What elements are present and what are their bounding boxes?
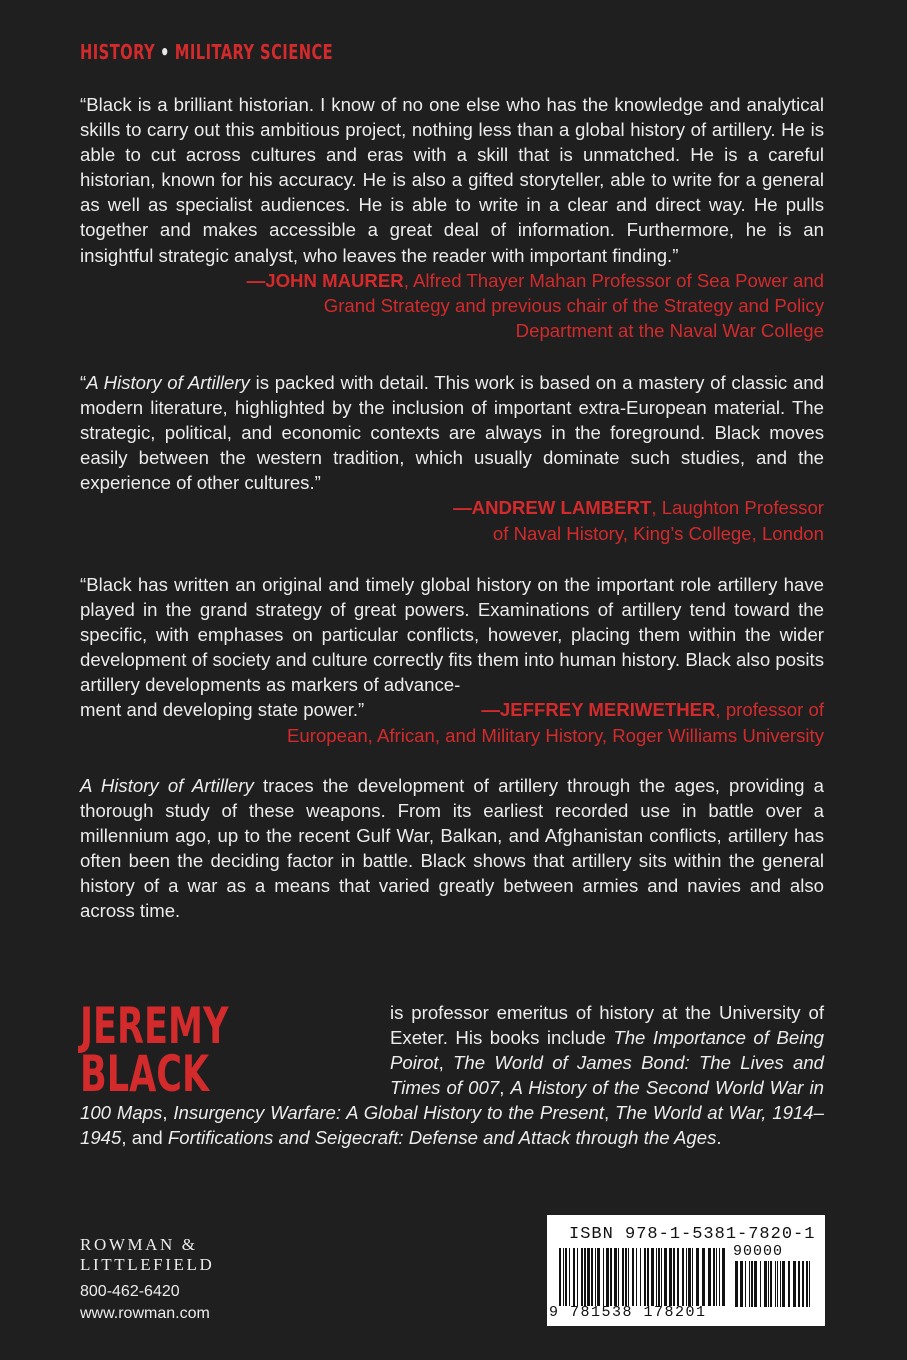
- barcode-bar: [587, 1248, 590, 1306]
- quote-maurer: [80, 92, 824, 343]
- barcode-bar: [719, 1248, 720, 1306]
- quote-meriwether: [80, 572, 824, 748]
- barcode-bar: [673, 1248, 675, 1306]
- quote-author: —JOHN MAURER: [246, 269, 404, 291]
- barcode-bar: [764, 1261, 767, 1307]
- quote-attribution: [481, 697, 824, 722]
- barcode-bar: [713, 1248, 715, 1306]
- barcode-bar: [740, 1261, 743, 1307]
- barcode-bar: [597, 1248, 600, 1306]
- barcode-bar: [754, 1261, 757, 1307]
- barcode-bar: [768, 1261, 769, 1307]
- quote-attribution: [80, 495, 824, 545]
- barcode-bar: [798, 1261, 800, 1307]
- barcode-bar: [716, 1248, 717, 1306]
- barcode-bar: [702, 1248, 705, 1306]
- barcode-bar: [618, 1248, 619, 1306]
- barcode-bar: [640, 1248, 641, 1306]
- barcode-bar: [775, 1261, 776, 1307]
- barcode-bar: [595, 1248, 596, 1306]
- barcode-bars-addon: [735, 1261, 815, 1307]
- barcode-bar: [628, 1248, 629, 1306]
- book-description: [80, 773, 824, 924]
- barcode-bar: [696, 1248, 699, 1306]
- quote-open-mark: “: [80, 372, 87, 393]
- publisher-block: [80, 1235, 214, 1325]
- price-code: 90000: [733, 1243, 784, 1260]
- barcode-bar: [614, 1248, 617, 1306]
- author-name: JEREMY BLACK: [80, 997, 229, 1103]
- category-label: [80, 40, 333, 64]
- barcode-bar: [749, 1261, 750, 1307]
- barcode-bar: [708, 1248, 711, 1306]
- book-title: The World of James Bond: The Lives and Times of 007: [390, 1052, 824, 1099]
- barcode-bar: [735, 1261, 738, 1307]
- barcode-bar: [577, 1248, 578, 1306]
- barcode-bar: [809, 1261, 810, 1307]
- barcode-bar: [780, 1261, 781, 1307]
- quote-affiliation: , professor of: [715, 699, 824, 721]
- barcode-bar: [647, 1248, 649, 1306]
- quote-author: —ANDREW LAMBERT: [453, 497, 652, 519]
- book-title: Insurgency Warfare: A Global History to the Present: [173, 1102, 605, 1124]
- author-bio: JEREMY BLACK is professor emeritus of history at the University of Exeter. His books include The Importance of Being Poirot, The World of James Bond: The Lives and Times of 007, A History of the Second World War in 100 Maps, Insurgency Warfare: A Global History to the Present, The World at War, 1914–1945, and Fortifications and Seigecraft: Defense and Attack through the Ages.: [80, 997, 825, 1149]
- barcode-bar: [745, 1261, 746, 1307]
- category-military-science: MILITARY SCIENCE: [174, 40, 334, 64]
- barcode-bars-main: [559, 1248, 727, 1306]
- quote-body: is packed with detail. This work is based on a mastery of classic and modern literature, highlighted by the inclusion of important extra-European material. The strategic, political, and economic contexts are always in the foreground. Black moves easily between the western tradition, which usually dominate such studies, and the experience of other cultures.”: [80, 372, 824, 494]
- quote-affiliation: , Laughton Professor of Naval History, King’s College, London: [492, 497, 824, 544]
- publisher-logo-line1: ROWMAN &: [80, 1235, 198, 1254]
- barcode-bar: [788, 1261, 790, 1307]
- barcode-bar: [581, 1248, 583, 1306]
- barcode-bar: [722, 1248, 725, 1306]
- category-history: HISTORY: [80, 40, 156, 64]
- quote-author: —JEFFREY MERIWETHER: [481, 699, 716, 721]
- barcode-bar: [584, 1248, 586, 1306]
- quote-text: “Black is a brilliant historian. I know of no one else who has the knowledge and analytical skills to carry out this ambitious project, nothing less than a global history of artillery. He is able to cut across cultures and eras with a skill that is unmatched. He is a careful historian, known for his accuracy. He is also a gifted storyteller, able to write for a general as well as specialist audiences. He is able to write in a clear and direct way. He pulls together and makes accessible a great deal of information. Furthermore, he is an insightful strategic analyst, who leaves the reader with important finding.”: [80, 94, 824, 266]
- barcode-bar: [782, 1261, 785, 1307]
- barcode-bar: [686, 1248, 687, 1306]
- barcode-bar: [569, 1248, 570, 1306]
- book-title: A History of the Second World War in 100 Maps: [80, 1077, 824, 1124]
- barcode-bar: [591, 1248, 593, 1306]
- barcode-bar: [644, 1248, 646, 1306]
- barcode-bar: [610, 1248, 612, 1306]
- barcode-bar: [661, 1248, 662, 1306]
- book-title: The Importance of Being Poirot: [390, 1027, 825, 1074]
- quote-text-end: ment and developing state power.”: [80, 699, 365, 721]
- quote-text: “Black has written an original and timely global history on the important role artillery have played in the grand strategy of great powers. Examinations of artillery tend toward the specific, with emphases on particular conflicts, however, placing them within the wider development of society and culture correctly fits them into human history. Black also posits artillery developments as markers of advance-: [80, 574, 824, 696]
- publisher-logo: [80, 1235, 214, 1275]
- publisher-website: www.rowman.com: [80, 1305, 210, 1322]
- barcode-bar: [658, 1248, 660, 1306]
- quote-last-line: [80, 697, 824, 722]
- barcode-bar: [682, 1248, 684, 1306]
- publisher-logo-line2: LITTLEFIELD: [80, 1255, 215, 1274]
- barcode-bar: [777, 1261, 778, 1307]
- barcode-bar: [760, 1261, 761, 1307]
- barcode-bar: [606, 1248, 609, 1306]
- barcode-bar: [664, 1248, 667, 1306]
- barcode-bar: [573, 1248, 575, 1306]
- category-separator: •: [160, 40, 170, 64]
- barcode-digits: 9 781538 178201: [549, 1304, 707, 1321]
- barcode-bar: [565, 1248, 567, 1306]
- quote-attribution: [80, 268, 824, 343]
- barcode-bar: [563, 1248, 564, 1306]
- quote-lambert: [80, 370, 824, 546]
- barcode-bar: [677, 1248, 679, 1306]
- barcode-bar: [751, 1261, 753, 1307]
- barcode-bar: [636, 1248, 637, 1306]
- barcode-bar: [625, 1248, 627, 1306]
- quote-affiliation: , Alfred Thayer Mahan Professor of Sea Power and Grand Strategy and previous chair of the Strategy and Policy Department at the Naval War College: [323, 269, 824, 341]
- barcode-bar: [603, 1248, 604, 1306]
- barcode-bar: [793, 1261, 796, 1307]
- barcode-bar: [692, 1248, 693, 1306]
- barcode-bar: [806, 1261, 808, 1307]
- barcode-bar: [632, 1248, 634, 1306]
- barcode-bar: [802, 1261, 804, 1307]
- publisher-phone: 800-462-6420: [80, 1283, 180, 1300]
- quote-text: [80, 370, 824, 495]
- barcode-bar: [770, 1261, 772, 1307]
- book-title: The World at War, 1914–1945: [80, 1102, 824, 1149]
- isbn-barcode: [547, 1215, 825, 1326]
- isbn-number: ISBN 978-1-5381-7820-1: [569, 1225, 816, 1244]
- barcode-bar: [559, 1248, 561, 1306]
- book-title: Fortifications and Seigecraft: Defense and Attack through the Ages: [167, 1127, 717, 1149]
- quote-affiliation-line: European, African, and Military History, Roger Williams University: [287, 724, 824, 746]
- barcode-bar: [669, 1248, 672, 1306]
- description-text: traces the development of artillery through the ages, providing a thorough study of these weapons. From its earliest recorded use in battle over a millennium ago, up to the recent Gulf War, Balkan, and Afghanistan conflicts, artillery has often been the deciding factor in battle. Black shows that artillery sits within the general history of a war as a means that varied greatly between armies and navies and also across time.: [80, 775, 824, 922]
- barcode-bar: [688, 1248, 691, 1306]
- book-title: A History of Artillery: [86, 372, 250, 393]
- barcode-bar: [622, 1248, 624, 1306]
- barcode-bar: [656, 1248, 657, 1306]
- barcode-bar: [651, 1248, 654, 1306]
- book-title: A History of Artillery: [80, 775, 254, 796]
